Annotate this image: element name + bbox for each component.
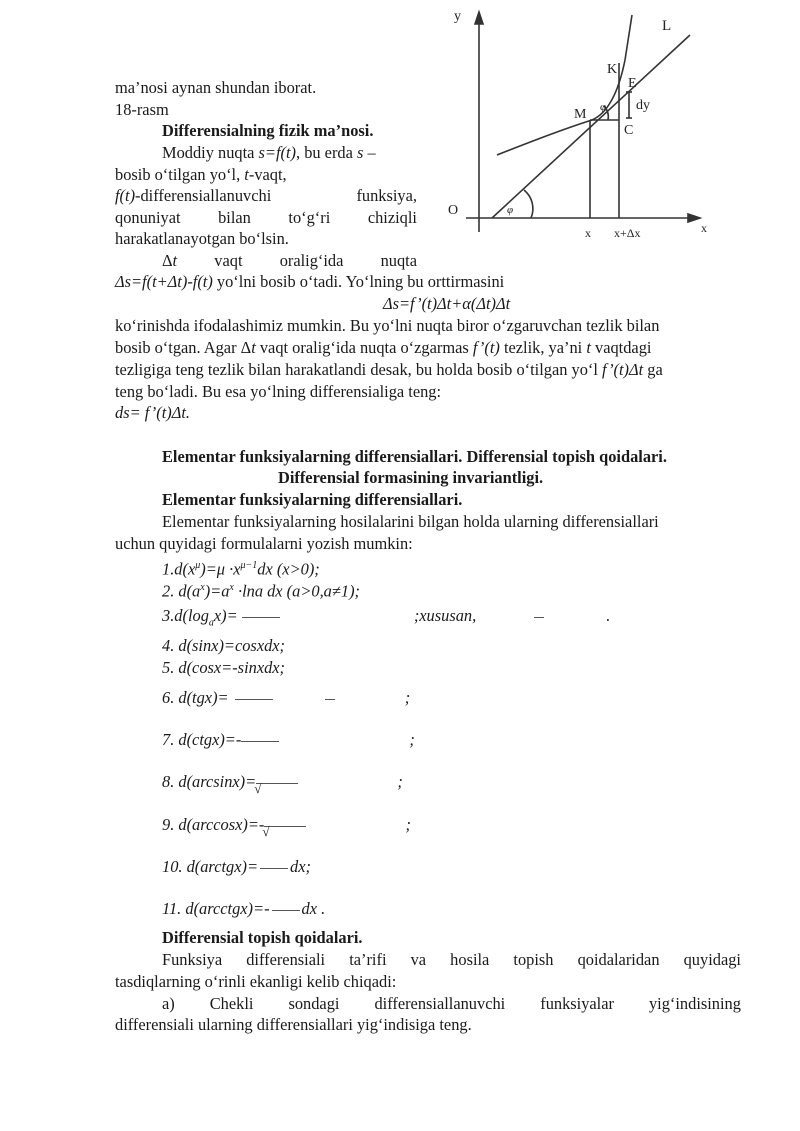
tangent-line-L <box>492 35 690 218</box>
label-x-axis: x <box>701 221 707 235</box>
text-line: bosib o‘tilgan yo‘l, t-vaqt, <box>115 165 287 184</box>
text-line: ma’nosi aynan shundan iborat. <box>115 78 317 97</box>
text-line: Δt vaqt oralig‘ida nuqta <box>162 251 417 270</box>
formula-increment: Δs=f’(t)Δt+α(Δt)Δt <box>383 294 511 313</box>
text-line: a) Chekli sondagi differensiallanuvchi funksiyalar yig‘indisining <box>162 994 741 1013</box>
label-O: O <box>448 203 459 218</box>
figure-caption: 18-rasm <box>115 100 169 119</box>
text-line: Elementar funksiyalarning hosilalarini bilgan holda ularning differensiallari <box>162 512 659 531</box>
formula-8: 8. $d(\arcsin x)=_√$ ; <box>162 772 403 796</box>
x-axis-arrow <box>688 214 700 222</box>
formula-9: 9. $d(\arccos x)=-_√$ ; <box>162 815 411 839</box>
formula-11: 11. d(arcctgx)=- dx . <box>162 899 326 918</box>
text-line: harakatlanayotgan bo‘lsin. <box>115 229 289 248</box>
label-dy: dy <box>636 98 650 113</box>
text-line: Moddiy nuqta s=f(t), bu erda s – <box>162 143 376 162</box>
section-heading: Differensial formasining invariantligi. <box>278 468 544 487</box>
section-heading: Differensialning fizik ma’nosi. <box>162 121 374 140</box>
text-line: teng bo‘ladi. Bu esa yo‘lning differensialiga teng: <box>115 382 442 401</box>
label-phi-origin: φ <box>507 204 514 216</box>
text-line: f(t)-differensiallanuvchi funksiya, <box>115 186 417 205</box>
text-line: bosib o‘tgan. Agar Δt vaqt oralig‘ida nuqta o‘zgarmas f’(t) tezlik, ya’ni t vaqtdagi <box>115 338 652 357</box>
section-heading: Elementar funksiyalarning differensiallari. Differensial topish qoidalari. <box>162 447 667 466</box>
formula-10: 10. d(arctgx)= dx; <box>162 857 311 876</box>
label-L: L <box>662 18 672 34</box>
text-line: qonuniyat bilan to‘g‘ri chiziqli <box>115 208 417 227</box>
formula-ds: ds= f’(t)Δt. <box>115 403 190 422</box>
text-line: ko‘rinishda ifodalashimiz mumkin. Bu yo‘lni nuqta biror o‘zgaruvchan tezlik bilan <box>115 316 660 335</box>
text-line: tezligiga teng tezlik bilan harakatlandi desak, bu holda bosib o‘tilgan yo‘l f’(t)Δt ga <box>115 360 663 379</box>
formula-1: $1.d(x^\mu)=\mu \cdot x^{\mu-1}dx$ (x>0); <box>162 559 320 579</box>
label-phi-M: φ <box>600 101 607 113</box>
section-heading: Elementar funksiyalarning differensiallari. <box>162 490 463 509</box>
label-K: K <box>607 62 618 77</box>
formula-6: 6. d(tgx)= ; <box>162 688 411 707</box>
label-M: M <box>574 107 587 122</box>
label-C: C <box>624 123 634 138</box>
label-y: y <box>454 9 461 24</box>
label-x: x <box>585 226 591 240</box>
text-line: differensiali ularning differensiallari yig‘indisiga teng. <box>115 1015 472 1034</box>
text-line: Funksiya differensiali ta’rifi va hosila topish qoidalaridan quyidagi <box>162 950 741 969</box>
formula-2: 2. $d(a^x)=a^x \cdot\ln a$ dx (a>0,a≠1); <box>162 581 360 601</box>
text-line: tasdiqlarning o‘rinli ekanligi kelib chiqadi: <box>115 972 397 991</box>
function-curve <box>497 15 632 155</box>
section-heading: Differensial topish qoidalari. <box>162 928 363 947</box>
label-E: E <box>628 76 637 91</box>
angle-arc-origin <box>524 190 533 218</box>
formula-4: 4. d(sinx)=cosxdx; <box>162 636 286 655</box>
formula-7: 7. d(ctgx)=- ; <box>162 730 415 749</box>
label-x-dx: x+Δx <box>614 226 641 240</box>
y-axis-arrow <box>475 12 483 24</box>
text-line: uchun quyidagi formulalarni yozish mumkin: <box>115 534 413 553</box>
formula-3: $3.d(\log_ax)=$ ;xususan, . <box>162 606 611 629</box>
text-line: Δs=f(t+Δt)-f(t) yo‘lni bosib o‘tadi. Yo‘lning bu orttirmasini <box>115 272 505 291</box>
formula-5: 5. d(cosx=-sinxdx; <box>162 658 286 677</box>
